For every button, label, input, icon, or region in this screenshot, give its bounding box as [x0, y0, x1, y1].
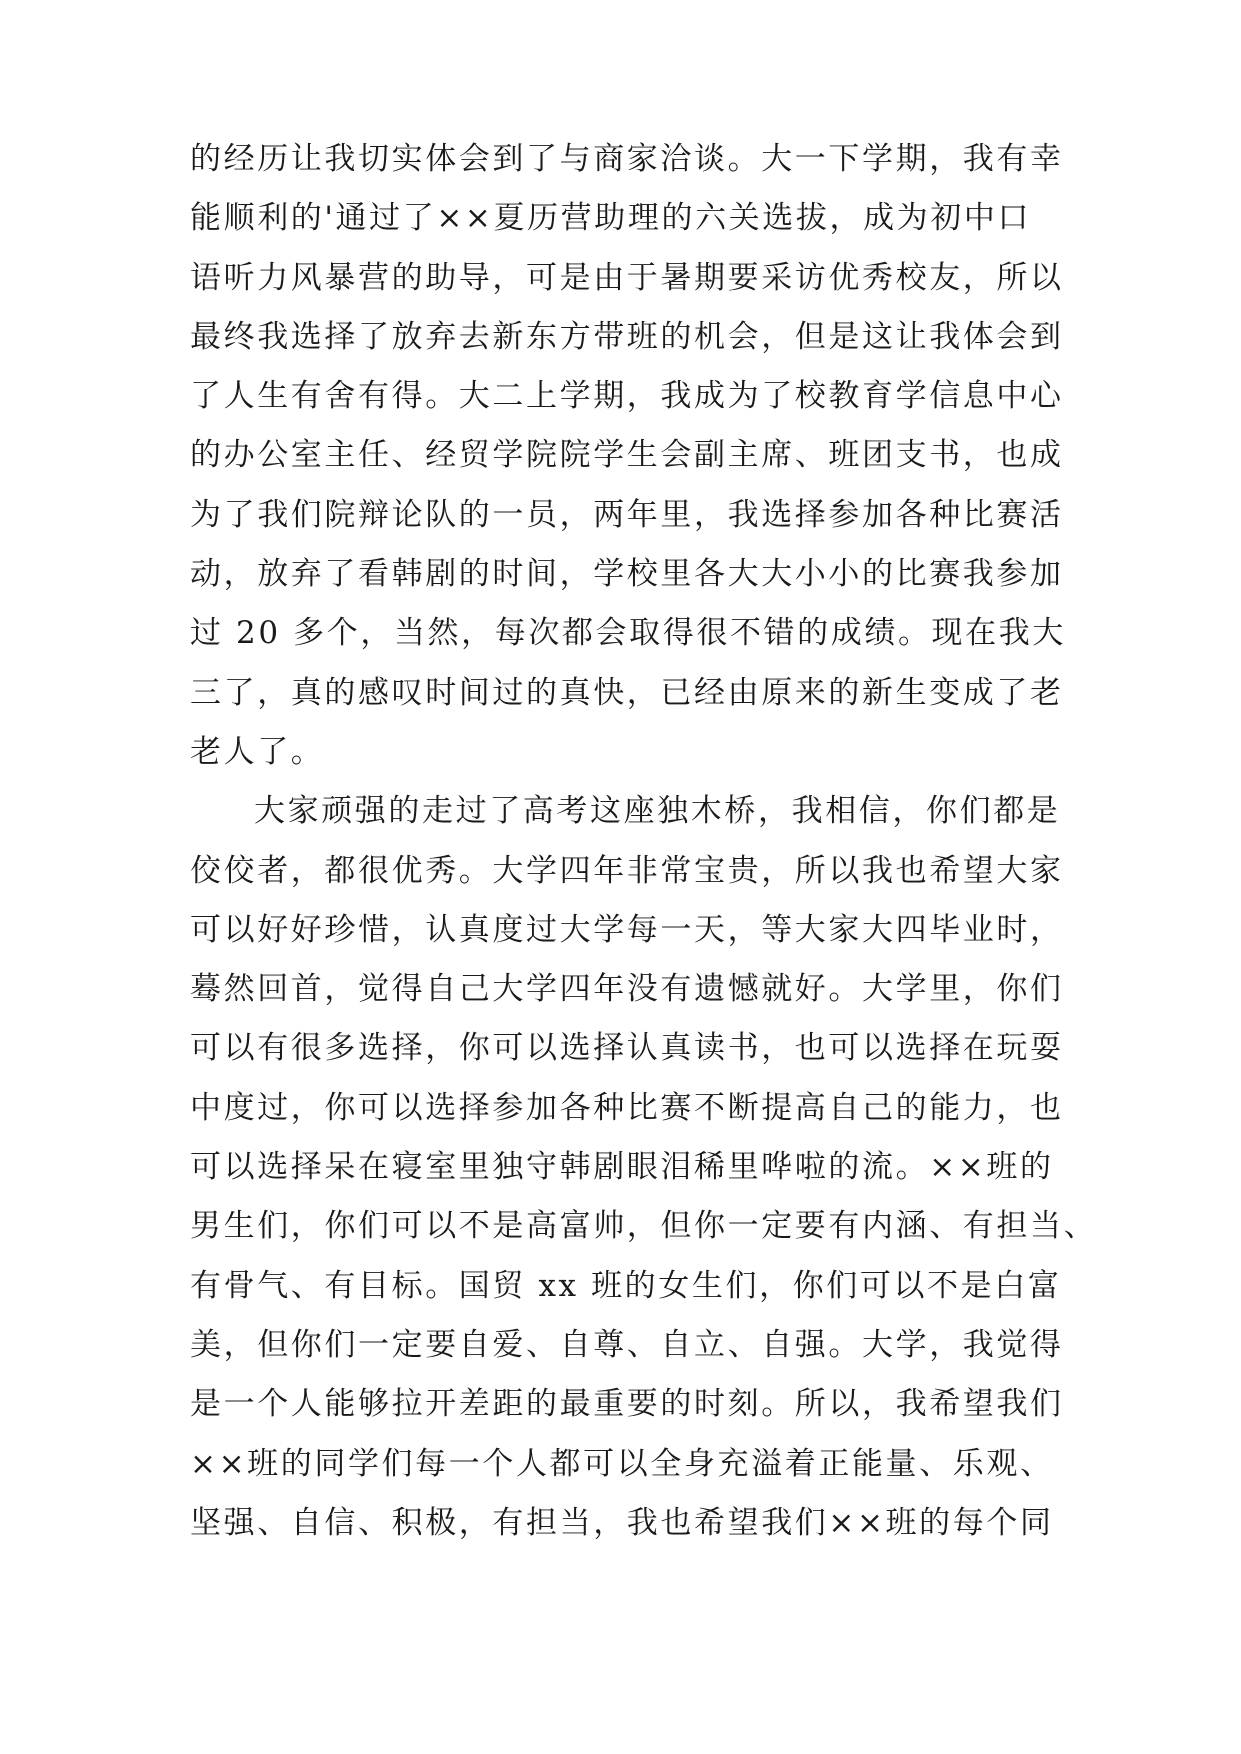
text-line: 有骨气、有目标。国贸 xx 班的女生们，你们可以不是白富 — [190, 1267, 1062, 1304]
text-line: 语听力风暴营的助导，可是由于暑期要采访优秀校友，所以 — [190, 259, 1064, 296]
text-line: 可以有很多选择，你可以选择认真读书，也可以选择在玩耍 — [190, 1030, 1064, 1067]
text-line: 动，放弃了看韩剧的时间，学校里各大大小小的比赛我参加 — [190, 556, 1064, 593]
text-line: 的经历让我切实体会到了与商家洽谈。大一下学期，我有幸 — [190, 141, 1064, 177]
paragraph-first-line: 大家顽强的走过了高考这座独木桥，我相信，你们都是 — [254, 793, 1061, 830]
text-line: 的办公室主任、经贸学院院学生会副主席、班团支书，也成 — [190, 437, 1064, 474]
text-line: 可以选择呆在寝室里独守韩剧眼泪稀里哗啦的流。××班的 — [190, 1149, 1054, 1186]
text-line: 了人生有舍有得。大二上学期，我成为了校教育学信息中心 — [190, 378, 1064, 415]
text-line: 是一个人能够拉开差距的最重要的时刻。所以，我希望我们 — [190, 1386, 1064, 1423]
text-line: 蓦然回首，觉得自己大学四年没有遗憾就好。大学里，你们 — [190, 971, 1064, 1008]
text-line: ××班的同学们每一个人都可以全身充溢着正能量、乐观、 — [190, 1445, 1054, 1482]
text-line: 佼佼者，都很优秀。大学四年非常宝贵，所以我也希望大家 — [190, 852, 1064, 889]
text-line: 可以好好珍惜，认真度过大学每一天，等大家大四毕业时， — [190, 911, 1064, 948]
text-line: 中度过，你可以选择参加各种比赛不断提高自己的能力，也 — [190, 1089, 1064, 1126]
body-text — [190, 130, 1098, 1553]
text-line: 为了我们院辩论队的一员，两年里，我选择参加各种比赛活 — [190, 496, 1064, 533]
text-line: 能顺利的'通过了××夏历营助理的六关选拔，成为初中口 — [190, 200, 1032, 237]
text-line: 男生们，你们可以不是高富帅，但你一定要有内涵、有担当、 — [190, 1208, 1098, 1245]
text-line: 美，但你们一定要自爱、自尊、自立、自强。大学，我觉得 — [190, 1326, 1064, 1363]
text-line: 坚强、自信、积极，有担当，我也希望我们××班的每个同 — [190, 1504, 1054, 1541]
text-line: 过 20 多个，当然，每次都会取得很不错的成绩。现在我大 — [190, 615, 1066, 652]
text-line: 老人了。 — [190, 733, 325, 770]
text-line: 最终我选择了放弃去新东方带班的机会，但是这让我体会到 — [190, 318, 1064, 355]
text-line: 三了，真的感叹时间过的真快，已经由原来的新生变成了老 — [190, 674, 1064, 711]
